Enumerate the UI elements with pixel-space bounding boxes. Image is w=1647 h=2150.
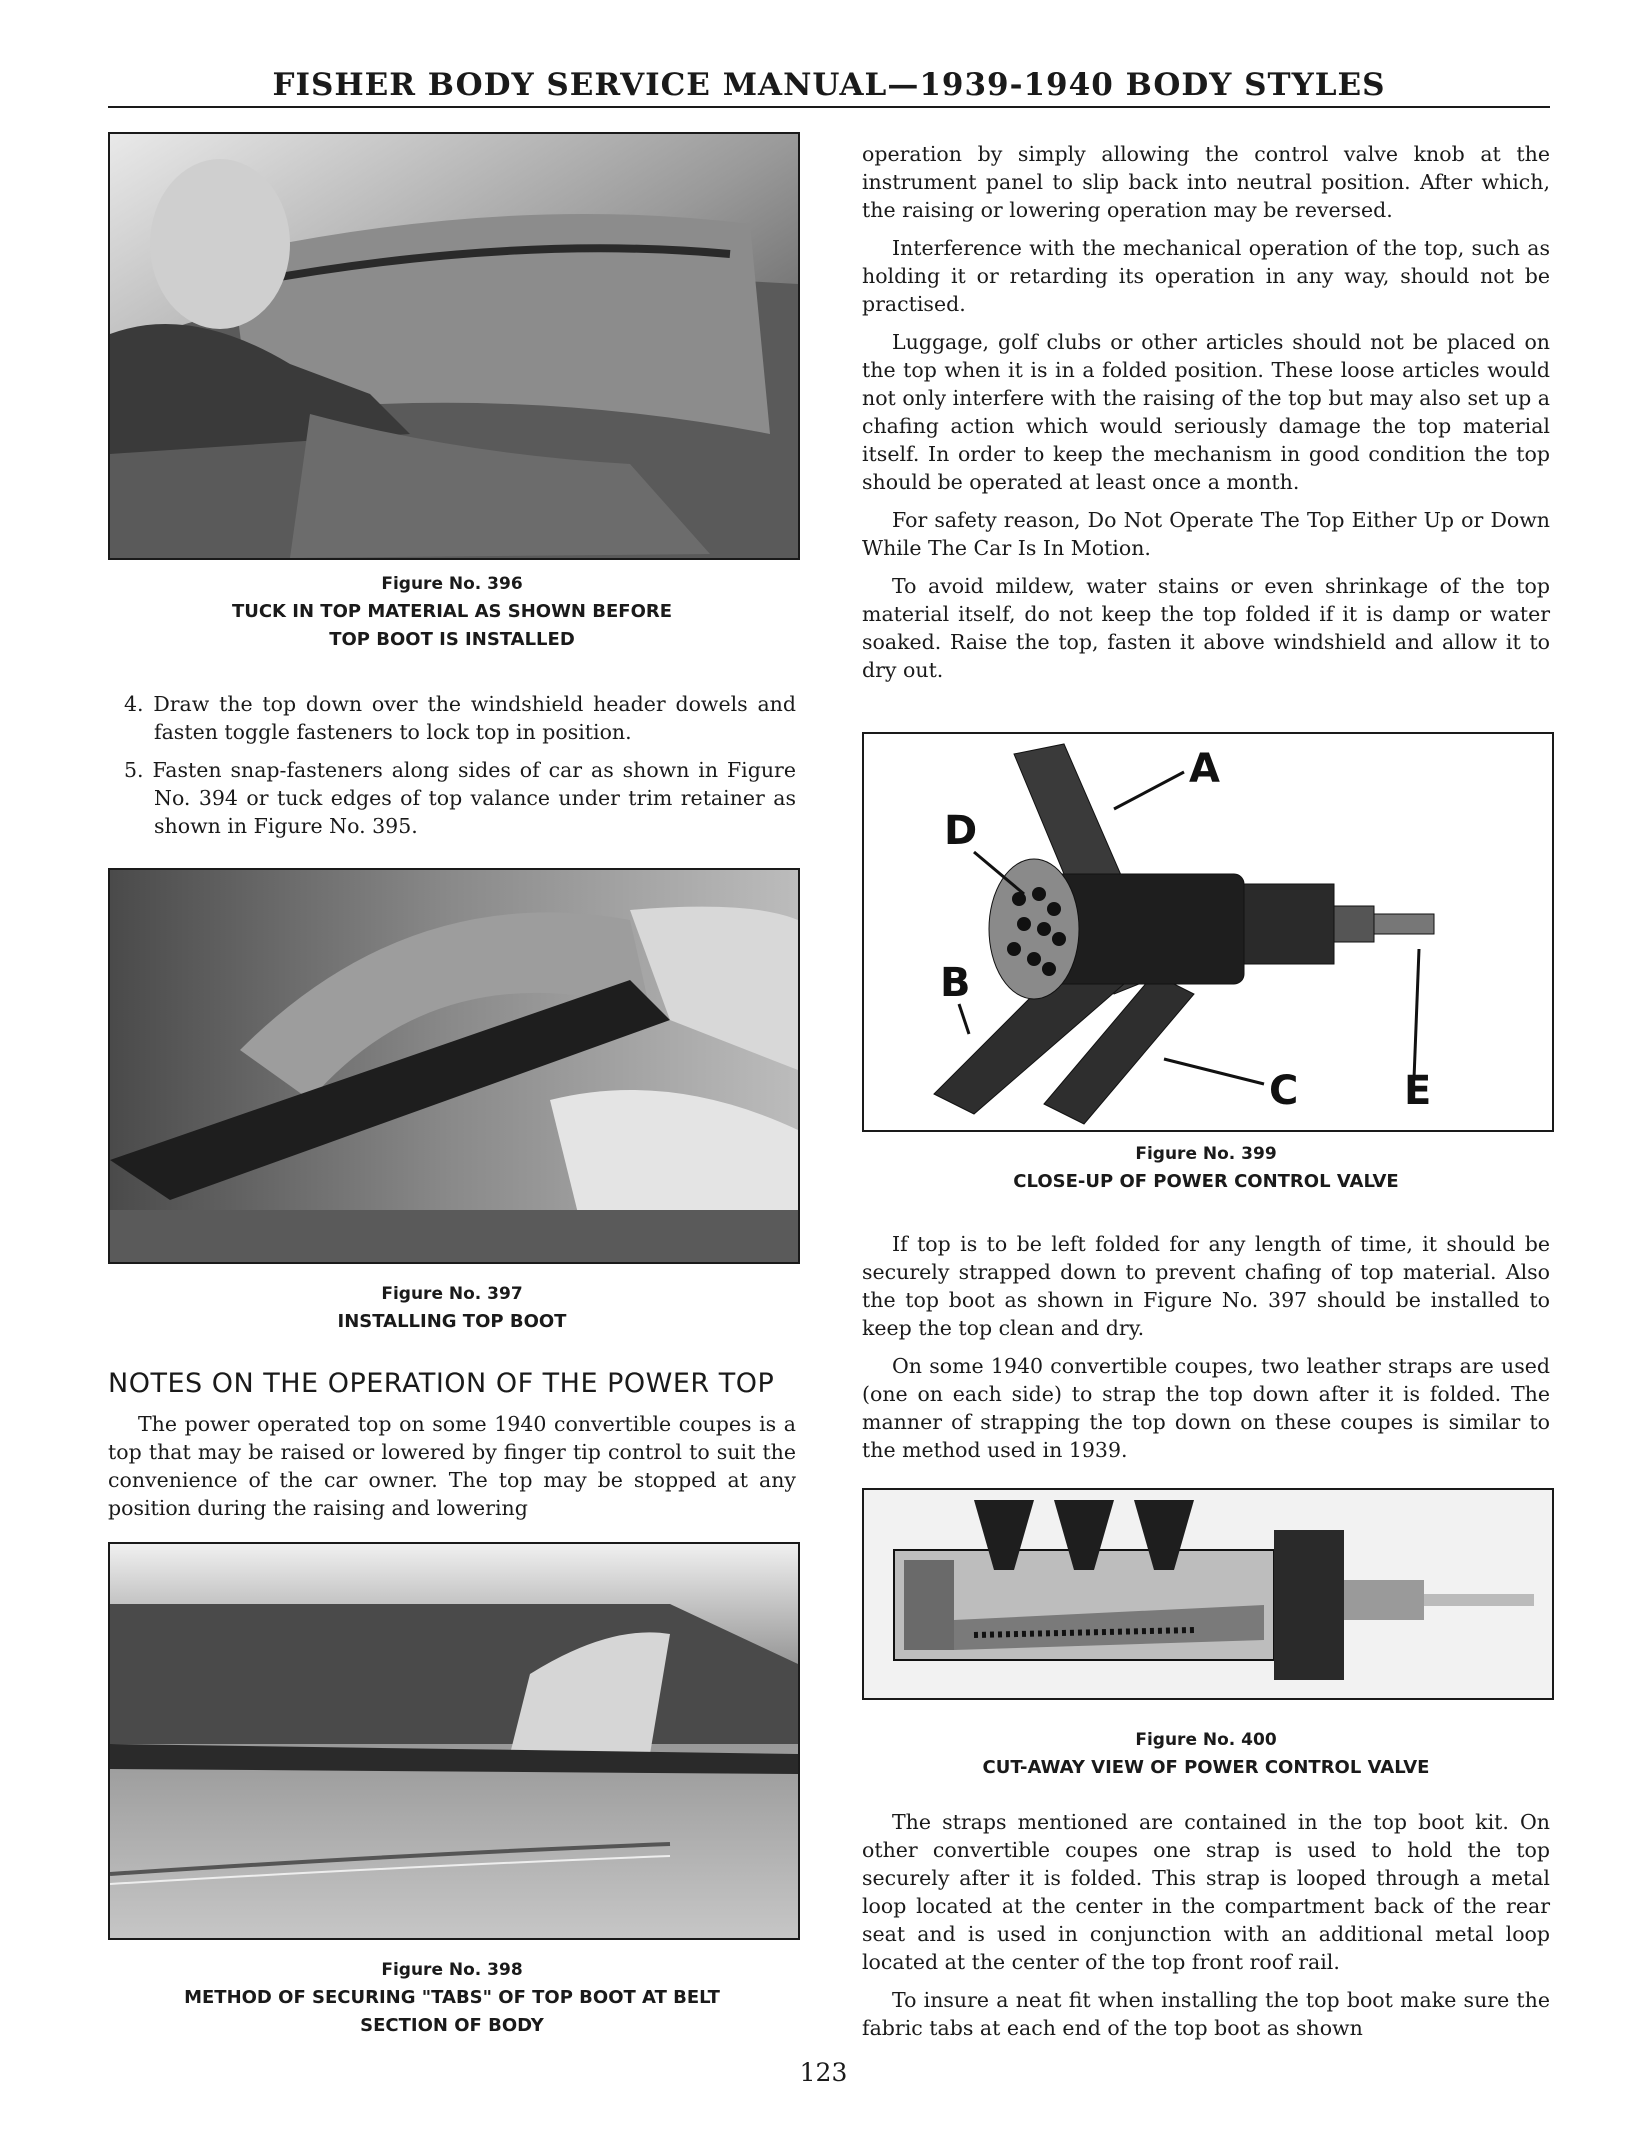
figure-400-number: Figure No. 400 bbox=[1135, 1730, 1277, 1750]
right-body-middle bbox=[862, 1230, 1550, 1474]
section-heading: NOTES ON THE OPERATION OF THE POWER TOP bbox=[108, 1368, 775, 1399]
right-body-bottom bbox=[862, 1808, 1550, 2052]
figure-396-photo bbox=[108, 132, 800, 560]
figure-399-caption-line1: CLOSE-UP OF POWER CONTROL VALVE bbox=[1013, 1171, 1399, 1192]
figure-398-caption-line2: SECTION OF BODY bbox=[360, 2015, 544, 2036]
figure-398-caption bbox=[108, 1956, 796, 2040]
figure-398-caption-line1: METHOD OF SECURING "TABS" OF TOP BOOT AT BELT bbox=[184, 1987, 720, 2008]
figure-398-photo bbox=[108, 1542, 800, 1940]
figure-400-caption-line1: CUT-AWAY VIEW OF POWER CONTROL VALVE bbox=[982, 1757, 1430, 1778]
valve-label-b: B bbox=[940, 960, 971, 1006]
figure-397-caption-line1: INSTALLING TOP BOOT bbox=[337, 1311, 567, 1332]
figure-399-number: Figure No. 399 bbox=[1135, 1144, 1277, 1164]
figure-396-number: Figure No. 396 bbox=[381, 574, 523, 594]
left-paragraph-1: The power operated top on some 1940 convertible coupes is a top that may be raised or lowered by finger tip control to suit the convenience of the car owner. The top may be stopped at any position during the raising and lowering bbox=[108, 1412, 796, 1520]
right-paragraph-4: For safety reason, Do Not Operate The Top Either Up or Down While The Car Is In Motion. bbox=[862, 508, 1550, 560]
valve-label-a: A bbox=[1189, 746, 1220, 792]
figure-396-caption bbox=[108, 570, 796, 654]
step-4: 4. Draw the top down over the windshield header dowels and fasten toggle fasteners to lock top in position. bbox=[124, 692, 796, 744]
step-5: 5. Fasten snap-fasteners along sides of car as shown in Figure No. 394 or tuck edges of top valance under trim retainer as shown in Figure No. 395. bbox=[124, 758, 796, 838]
right-paragraph-9: To insure a neat fit when installing the top boot make sure the fabric tabs at each end of the top boot as shown bbox=[862, 1988, 1550, 2040]
figure-396-caption-line2: TOP BOOT IS INSTALLED bbox=[329, 629, 575, 650]
right-paragraph-8: The straps mentioned are contained in the top boot kit. On other convertible coupes one strap is used to hold the top securely after it is folded. This strap is looped through a metal loop located at the center in the compartment back of the rear seat and is used in conjunction with an additional metal loop located at the center of the top front roof rail. bbox=[862, 1810, 1550, 1974]
figure-399-diagram bbox=[862, 732, 1554, 1132]
header-title: FISHER BODY SERVICE MANUAL—1939-1940 BODY STYLES bbox=[272, 67, 1386, 103]
figure-398-number: Figure No. 398 bbox=[381, 1960, 523, 1980]
valve-label-e: E bbox=[1404, 1068, 1432, 1114]
figure-400-caption bbox=[862, 1726, 1550, 1782]
figure-397-photo bbox=[108, 868, 800, 1264]
right-paragraph-1: operation by simply allowing the control valve knob at the instrument panel to slip back into neutral position. After which, the raising or lowering operation may be reversed. bbox=[862, 142, 1550, 222]
page-number: 123 bbox=[799, 2058, 848, 2087]
figure-397-number: Figure No. 397 bbox=[381, 1284, 523, 1304]
figure-400-diagram bbox=[862, 1488, 1554, 1700]
right-paragraph-3: Luggage, golf clubs or other articles should not be placed on the top when it is in a folded position. These loose articles would not only interfere with the raising of the top but may also set up a chafing action which would seriously damage the top material itself. In order to keep the mechanism in good condition the top should be operated at least once a month. bbox=[862, 330, 1550, 494]
figure-396-caption-line1: TUCK IN TOP MATERIAL AS SHOWN BEFORE bbox=[231, 601, 673, 622]
left-body bbox=[108, 1410, 796, 1532]
right-paragraph-5: To avoid mildew, water stains or even shrinkage of the top material itself, do not keep the top folded if it is damp or water soaked. Raise the top, fasten it above windshield and allow it to dry out. bbox=[862, 574, 1550, 682]
page-header bbox=[108, 66, 1550, 108]
valve-label-c: C bbox=[1269, 1068, 1299, 1114]
right-paragraph-2: Interference with the mechanical operation of the top, such as holding it or retarding its operation in any way, should not be practised. bbox=[862, 236, 1550, 316]
right-paragraph-7: On some 1940 convertible coupes, two leather straps are used (one on each side) to strap the top down after it is folded. The manner of strapping the top down on these coupes is similar to the method used in 1939. bbox=[862, 1354, 1550, 1462]
right-body-top bbox=[862, 140, 1550, 694]
figure-399-caption bbox=[862, 1140, 1550, 1196]
figure-397-caption bbox=[108, 1280, 796, 1336]
valve-label-d: D bbox=[944, 808, 978, 854]
left-items bbox=[108, 690, 796, 850]
right-paragraph-6: If top is to be left folded for any length of time, it should be securely strapped down to prevent chafing of top material. Also the top boot as shown in Figure No. 397 should be installed to keep the top clean and dry. bbox=[862, 1232, 1550, 1340]
